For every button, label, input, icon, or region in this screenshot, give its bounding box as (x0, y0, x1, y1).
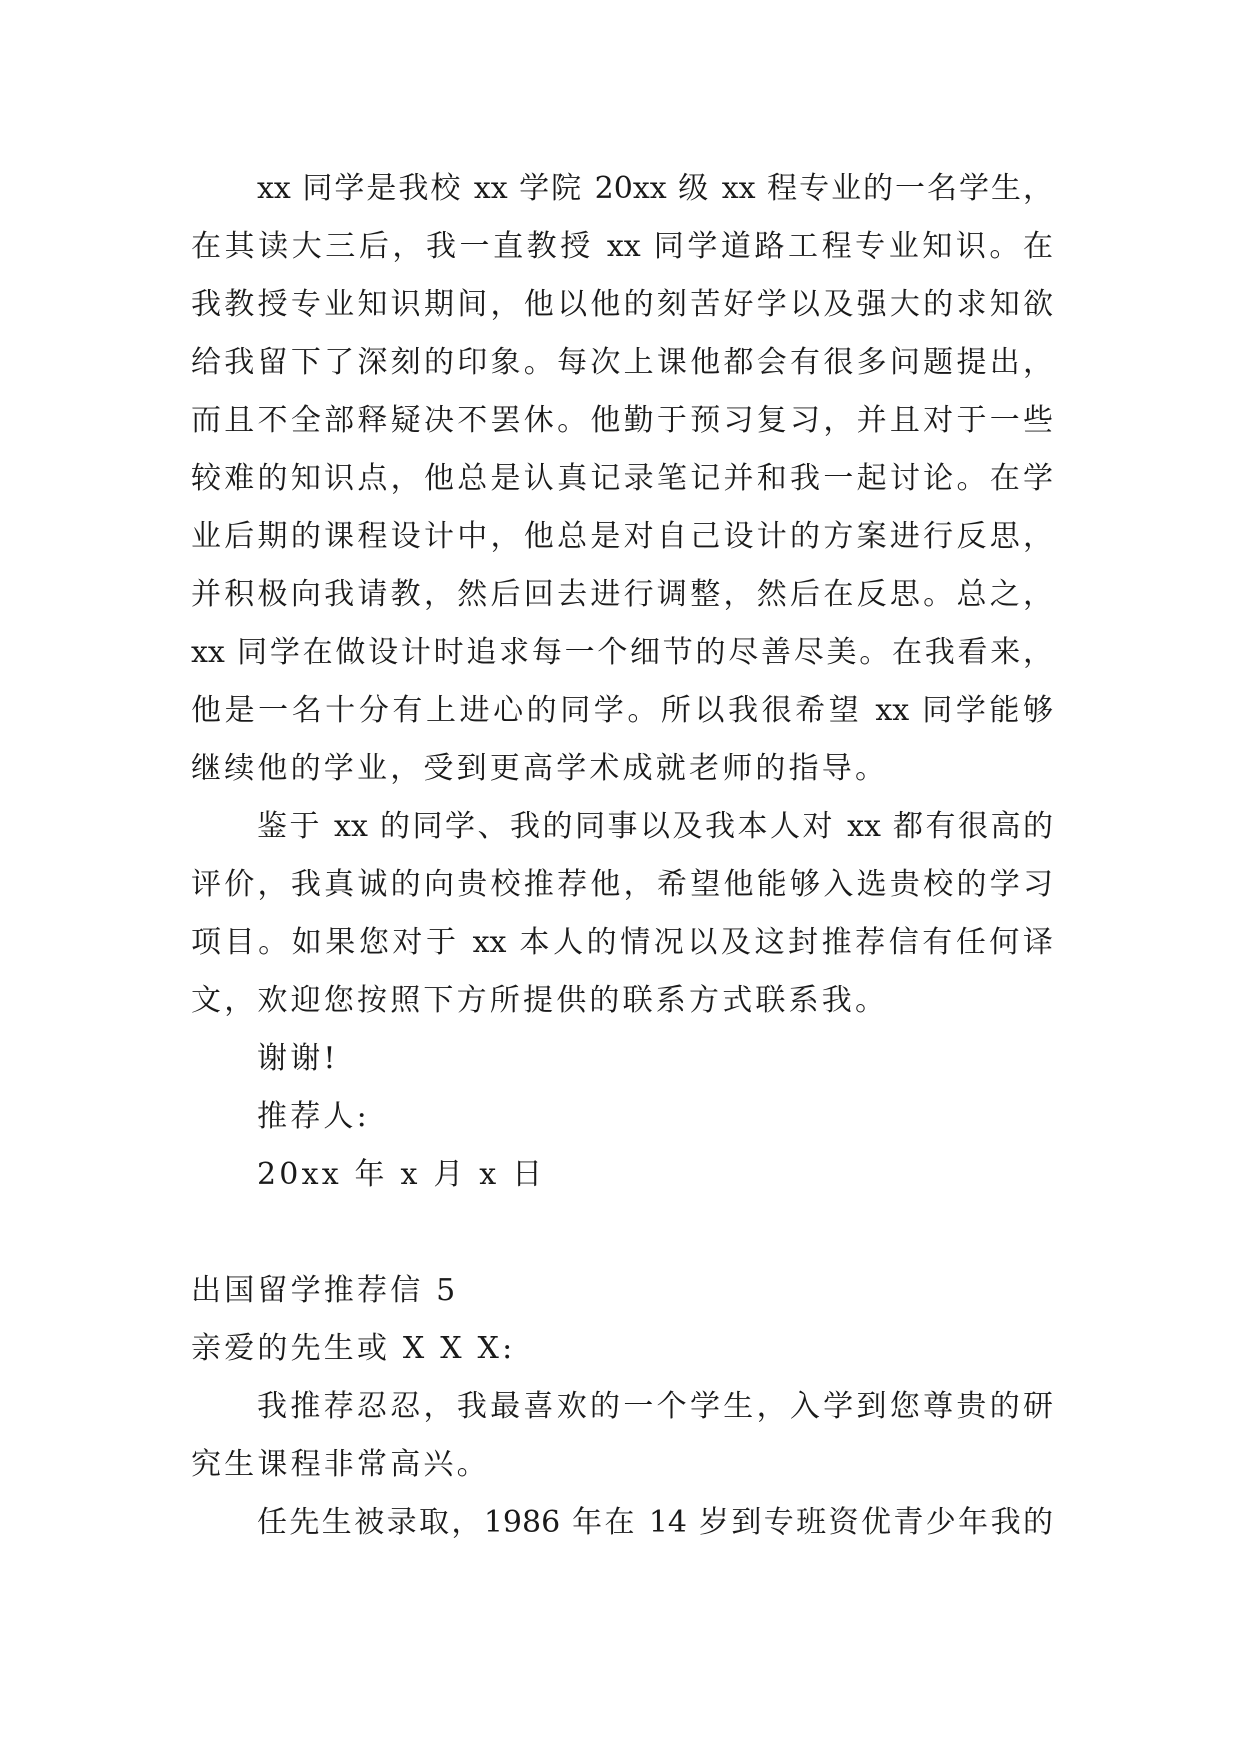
paragraph-evaluation (191, 798, 1053, 1030)
text-line: 任先生被录取，1986 年在 14 岁到专班资优青少年我的 (257, 1505, 1053, 1540)
text-line: 较难的知识点，他总是认真记录笔记并和我一起讨论。在学 (191, 461, 1053, 496)
text-line: 鉴于 xx 的同学、我的同事以及我本人对 xx 都有很高的 (257, 809, 1053, 844)
closing-thanks: 谢谢! (257, 1041, 339, 1076)
letter-body (191, 160, 1053, 1552)
text-line: 业后期的课程设计中，他总是对自己设计的方案进行反思， (191, 519, 1053, 554)
recommender-label: 推荐人: (257, 1099, 370, 1134)
section-title: 出国留学推荐信 5 (191, 1273, 459, 1308)
text-line: 文，欢迎您按照下方所提供的联系方式联系我。 (191, 983, 889, 1018)
paragraph-admission (191, 1494, 1053, 1552)
text-line: 继续他的学业，受到更高学术成就老师的指导。 (191, 751, 889, 786)
text-line: 他是一名十分有上进心的同学。所以我很希望 xx 同学能够 (191, 693, 1053, 728)
text-line: 而且不全部释疑决不罢休。他勤于预习复习，并且对于一些 (191, 403, 1053, 438)
section-spacer (191, 1204, 1053, 1262)
paragraph-recommendation (191, 160, 1053, 798)
text-line: 项目。如果您对于 xx 本人的情况以及这封推荐信有任何译 (191, 925, 1053, 960)
text-line: 评价，我真诚的向贵校推荐他，希望他能够入选贵校的学习 (191, 867, 1053, 902)
text-line: 给我留下了深刻的印象。每次上课他都会有很多问题提出， (191, 345, 1053, 380)
text-line: 我推荐忍忍，我最喜欢的一个学生，入学到您尊贵的研 (257, 1389, 1053, 1424)
letter-date: 20xx 年 x 月 x 日 (257, 1157, 546, 1192)
text-line: 在其读大三后，我一直教授 xx 同学道路工程专业知识。在 (191, 229, 1053, 264)
text-line: 并积极向我请教，然后回去进行调整，然后在反思。总之， (191, 577, 1053, 612)
salutation: 亲爱的先生或 X X X: (191, 1331, 516, 1366)
paragraph-introduction (191, 1378, 1053, 1494)
text-line: 究生课程非常高兴。 (191, 1447, 490, 1482)
text-line: xx 同学是我校 xx 学院 20xx 级 xx 程专业的一名学生， (257, 171, 1053, 206)
text-line: 我教授专业知识期间，他以他的刻苦好学以及强大的求知欲 (191, 287, 1053, 322)
text-line: xx 同学在做设计时追求每一个细节的尽善尽美。在我看来， (191, 635, 1053, 670)
